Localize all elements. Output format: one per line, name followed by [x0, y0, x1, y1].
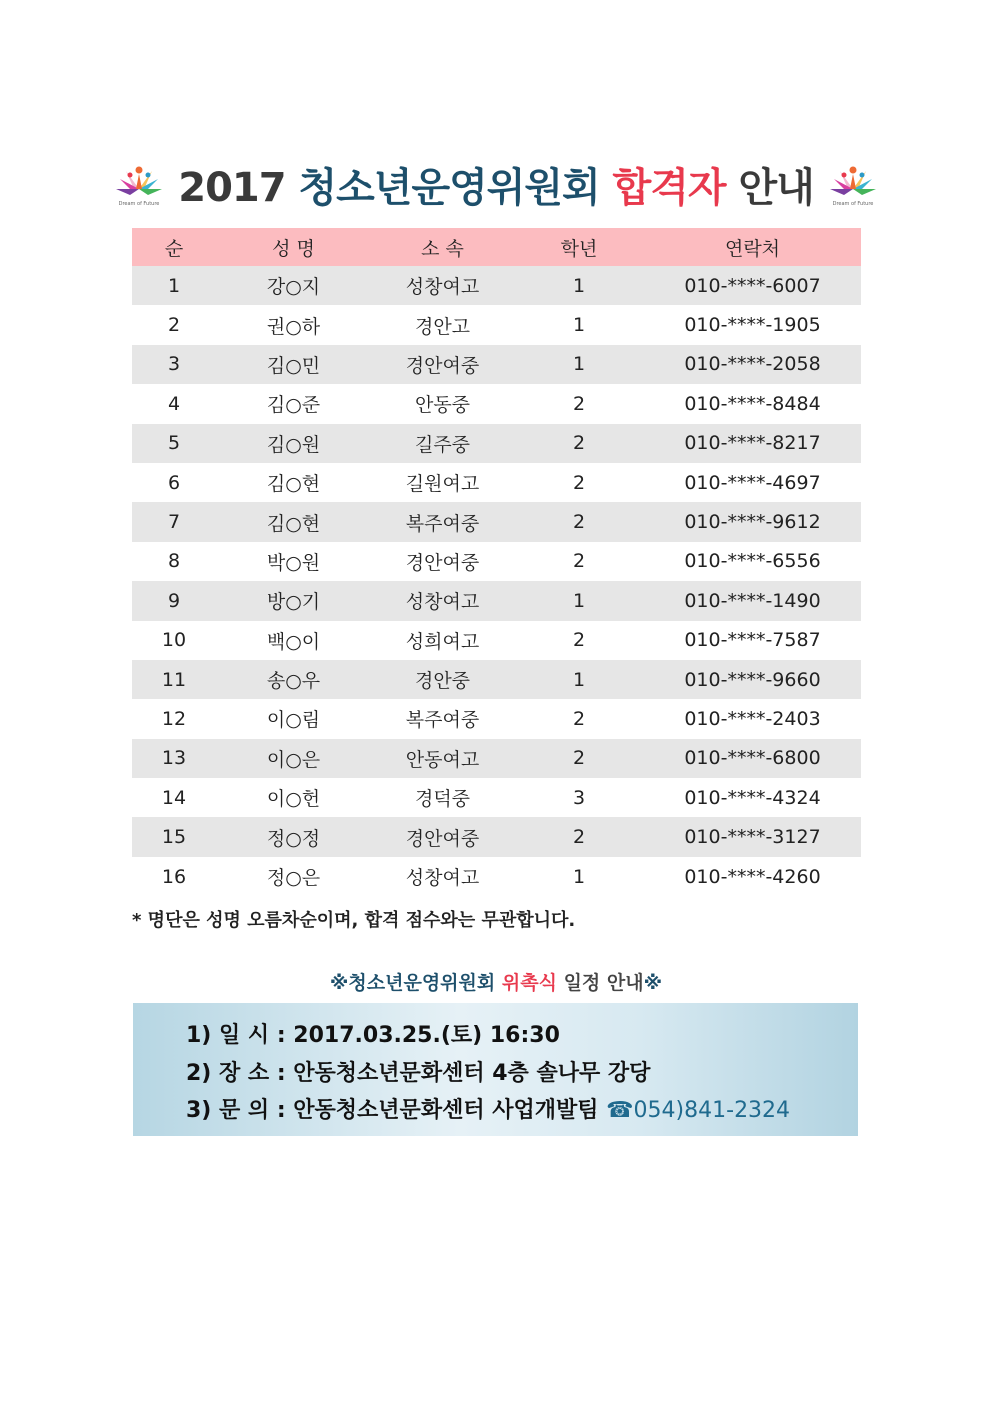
table-row — [132, 739, 861, 778]
student-name: 김○준 — [216, 384, 371, 423]
schedule-inquiry-text: 3) 문 의 : 안동청소년문화센터 사업개발팀 — [186, 1098, 607, 1123]
row-number: 12 — [132, 699, 216, 738]
row-number: 8 — [132, 542, 216, 581]
contact: 010-****-6800 — [644, 739, 861, 778]
dream-of-future-logo-left — [114, 159, 164, 209]
school-name: 경덕중 — [371, 778, 514, 817]
school-name: 안동여고 — [371, 739, 514, 778]
student-name: 김○현 — [216, 463, 371, 502]
grade: 2 — [514, 699, 644, 738]
table-row — [132, 266, 861, 305]
logo-caption: Dream of Future — [832, 201, 874, 207]
school-name: 경안여중 — [371, 817, 514, 856]
contact: 010-****-9660 — [644, 660, 861, 699]
student-name: 정○정 — [216, 817, 371, 856]
table-header-row — [132, 228, 861, 266]
grade: 1 — [514, 266, 644, 305]
title-org: 청소년운영위원회 — [298, 164, 600, 211]
schedule-inquiry-line — [186, 1093, 790, 1124]
table-row — [132, 502, 861, 541]
student-name: 이○림 — [216, 699, 371, 738]
student-name: 김○현 — [216, 502, 371, 541]
title-info: 안내 — [738, 164, 814, 211]
reference-mark-right: ※ — [643, 972, 663, 994]
school-name: 경안여중 — [371, 542, 514, 581]
roster-table — [132, 228, 861, 896]
grade: 3 — [514, 778, 644, 817]
logo-caption: Dream of Future — [118, 201, 160, 207]
table-row — [132, 345, 861, 384]
roster-body — [132, 266, 861, 896]
grade: 2 — [514, 424, 644, 463]
grade: 2 — [514, 463, 644, 502]
col-header-number: 순 — [132, 228, 216, 266]
grade: 2 — [514, 542, 644, 581]
contact: 010-****-2403 — [644, 699, 861, 738]
school-name: 안동중 — [371, 384, 514, 423]
row-number: 16 — [132, 857, 216, 896]
row-number: 9 — [132, 581, 216, 620]
table-row — [132, 305, 861, 344]
grade: 1 — [514, 581, 644, 620]
col-header-grade: 학년 — [514, 228, 644, 266]
row-number: 15 — [132, 817, 216, 856]
row-number: 1 — [132, 266, 216, 305]
student-name: 이○헌 — [216, 778, 371, 817]
contact: 010-****-8484 — [644, 384, 861, 423]
table-row — [132, 384, 861, 423]
table-row — [132, 699, 861, 738]
student-name: 김○원 — [216, 424, 371, 463]
row-number: 7 — [132, 502, 216, 541]
school-name: 성창여고 — [371, 266, 514, 305]
table-row — [132, 424, 861, 463]
table-row — [132, 581, 861, 620]
contact: 010-****-4324 — [644, 778, 861, 817]
contact: 010-****-8217 — [644, 424, 861, 463]
grade: 2 — [514, 739, 644, 778]
table-row — [132, 817, 861, 856]
student-name: 강○지 — [216, 266, 371, 305]
school-name: 성창여고 — [371, 857, 514, 896]
row-number: 5 — [132, 424, 216, 463]
table-row — [132, 778, 861, 817]
grade: 2 — [514, 817, 644, 856]
schedule-date-line: 1) 일 시 : 2017.03.25.(토) 16:30 — [186, 1023, 560, 1048]
title-year: 2017 — [178, 164, 286, 211]
table-row — [132, 857, 861, 896]
col-header-school: 소 속 — [371, 228, 514, 266]
dream-of-future-logo-right — [828, 159, 878, 209]
student-name: 김○민 — [216, 345, 371, 384]
contact: 010-****-3127 — [644, 817, 861, 856]
contact: 010-****-1490 — [644, 581, 861, 620]
page-title — [178, 156, 813, 213]
student-name: 백○이 — [216, 621, 371, 660]
school-name: 성희여고 — [371, 621, 514, 660]
student-name: 송○우 — [216, 660, 371, 699]
grade: 1 — [514, 345, 644, 384]
contact: 010-****-1905 — [644, 305, 861, 344]
col-header-contact: 연락처 — [644, 228, 861, 266]
contact: 010-****-2058 — [644, 345, 861, 384]
student-name: 정○은 — [216, 857, 371, 896]
grade: 1 — [514, 660, 644, 699]
schedule-box — [133, 1003, 858, 1136]
title-highlight: 합격자 — [612, 164, 726, 211]
school-name: 경안중 — [371, 660, 514, 699]
note-text: * 명단은 성명 오름차순이며, 합격 점수와는 무관합니다. — [132, 910, 576, 931]
row-number: 3 — [132, 345, 216, 384]
row-number: 2 — [132, 305, 216, 344]
row-number: 11 — [132, 660, 216, 699]
row-number: 4 — [132, 384, 216, 423]
col-header-name: 성 명 — [216, 228, 371, 266]
contact: 010-****-4697 — [644, 463, 861, 502]
schedule-title — [0, 968, 992, 995]
grade: 1 — [514, 305, 644, 344]
table-row — [132, 542, 861, 581]
school-name: 경안고 — [371, 305, 514, 344]
school-name: 성창여고 — [371, 581, 514, 620]
grade: 2 — [514, 502, 644, 541]
schedule-place-line: 2) 장 소 : 안동청소년문화센터 4층 솔나무 강당 — [186, 1061, 651, 1086]
student-name: 이○은 — [216, 739, 371, 778]
grade: 1 — [514, 857, 644, 896]
school-name: 복주여중 — [371, 502, 514, 541]
school-name: 길주중 — [371, 424, 514, 463]
row-number: 13 — [132, 739, 216, 778]
contact: 010-****-7587 — [644, 621, 861, 660]
student-name: 박○원 — [216, 542, 371, 581]
row-number: 14 — [132, 778, 216, 817]
contact: 010-****-4260 — [644, 857, 861, 896]
table-row — [132, 463, 861, 502]
phone-number: ☎054)841-2324 — [606, 1098, 791, 1123]
contact: 010-****-9612 — [644, 502, 861, 541]
schedule-title-org: 청소년운영위원회 — [348, 972, 496, 994]
grade: 2 — [514, 621, 644, 660]
reference-mark-left: ※ — [329, 972, 349, 994]
school-name: 경안여중 — [371, 345, 514, 384]
contact: 010-****-6007 — [644, 266, 861, 305]
contact: 010-****-6556 — [644, 542, 861, 581]
schedule-title-highlight: 위촉식 — [501, 972, 557, 994]
school-name: 복주여중 — [371, 699, 514, 738]
table-row — [132, 621, 861, 660]
row-number: 6 — [132, 463, 216, 502]
school-name: 길원여고 — [371, 463, 514, 502]
table-row — [132, 660, 861, 699]
grade: 2 — [514, 384, 644, 423]
row-number: 10 — [132, 621, 216, 660]
student-name: 권○하 — [216, 305, 371, 344]
schedule-title-rest: 일정 안내 — [563, 972, 644, 994]
title-row — [0, 150, 992, 218]
student-name: 방○기 — [216, 581, 371, 620]
